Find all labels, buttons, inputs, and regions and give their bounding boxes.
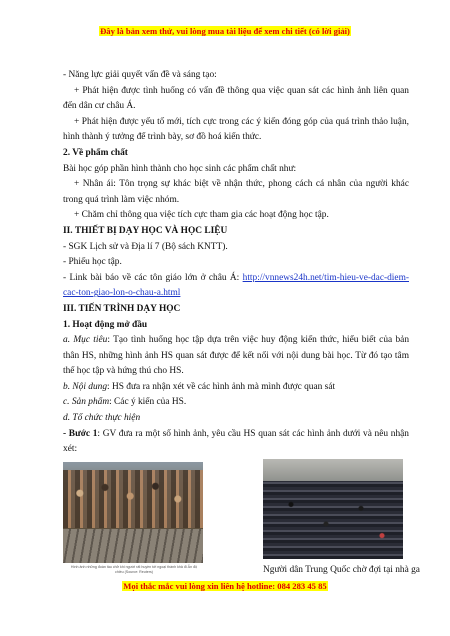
label: - Bước 1: [63, 428, 98, 439]
hotline-banner-text: Mọi thắc mắc vui lòng xin liên hệ hotline: 084 283 45 85: [123, 581, 327, 591]
label: c. Sản phẩm: [63, 397, 110, 408]
paragraph: [63, 411, 409, 427]
section-heading: 2. Về phẩm chất: [63, 147, 128, 158]
paragraph: - SGK Lịch sử và Địa lí 7 (Bộ sách KNTT).: [63, 241, 228, 252]
paragraph: + Nhân ái: Tôn trọng sự khác biệt về nhận thức, phong cách cá nhân của người khác trong quá trình làm việc nhóm.: [63, 179, 409, 205]
paragraph-text: : GV đưa ra một số hình ảnh, yêu cầu HS quan sát các hình ảnh dưới và nêu nhận xét:: [63, 428, 409, 455]
paragraph: [63, 333, 409, 380]
paragraph: + Phát hiện được tình huống có vấn đề thông qua việc quan sát các hình ảnh liên quan đến dân cư châu Á.: [63, 85, 409, 112]
paragraph-text: : Tạo tình huống học tập dựa trên việc huy động kiến thức, hiểu biết của bản thân HS, những hình ảnh HS quan sát được để kết nối với nội dung bài học. Từ đó tạo tâm thế học tập và hứng thú cho HS.: [63, 335, 410, 377]
section-heading: III. TIẾN TRÌNH DẠY HỌC: [63, 303, 181, 314]
section-heading: 1. Hoạt động mở đầu: [63, 319, 148, 330]
crowded-station-photo: [263, 459, 403, 559]
paragraph: - Năng lực giải quyết vấn đề và sáng tạo:: [63, 70, 217, 80]
paragraph: + Chăm chỉ thông qua việc tích cực tham gia các hoạt động học tập.: [74, 210, 329, 221]
image-row: [63, 462, 420, 576]
paragraph: [63, 380, 409, 396]
paragraph: [63, 271, 409, 302]
photo-caption: Hình ảnh những đoàn tàu chở khi người rất huyền tới ngoại thành khả đi Ấn độ chiều (Source: Reuters): [70, 564, 198, 574]
paragraph: + Phát hiện được yếu tố mới, tích cực trong các ý kiến đóng góp của quá trình thảo luận, hình thành ý tưởng để trình bày, sơ đồ hoá kiến thức.: [63, 116, 409, 143]
label: a. Mục tiêu: [63, 335, 108, 346]
paragraph: Bài học góp phần hình thành cho học sinh các phẩm chất như:: [63, 163, 297, 174]
label: b. Nội dung: [63, 381, 108, 392]
paragraph-text: - Link bài báo về các tôn giáo lớn ở châu Á:: [63, 272, 243, 283]
crowded-train-photo: [63, 462, 203, 563]
preview-banner: [0, 26, 450, 36]
preview-banner-text: Đây là bản xem thử, vui lòng mua tài liệu để xem chi tiết (có lời giải): [100, 26, 350, 36]
section-heading: II. THIẾT BỊ DẠY HỌC VÀ HỌC LIỆU: [63, 225, 228, 236]
article-link[interactable]: http://vnnews24h.net/tim-hieu-ve-dac-diem-cac-ton-giao-lon-o-chau-a.html: [63, 272, 409, 299]
paragraph: [63, 395, 409, 411]
label: d. Tổ chức thực hiện: [63, 413, 141, 424]
paragraph: - Phiếu học tập.: [63, 257, 122, 268]
paragraph-text: : Các ý kiến của HS.: [109, 397, 187, 408]
hotline-banner: [0, 581, 450, 591]
paragraph: [63, 427, 409, 458]
paragraph-text: : HS đưa ra nhận xét về các hình ảnh mà mình được quan sát: [107, 381, 336, 392]
document-body: [63, 68, 420, 576]
photo-caption: Người dân Trung Quốc chờ đợi tại nhà ga: [263, 564, 420, 575]
